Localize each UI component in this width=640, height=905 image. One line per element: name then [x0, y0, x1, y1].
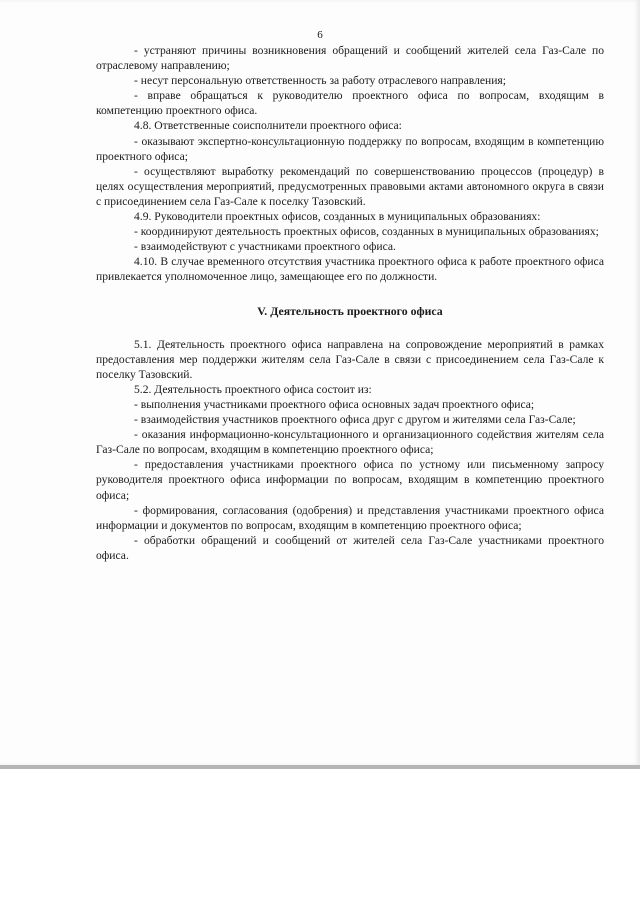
paragraph: - обработки обращений и сообщений от жителей села Газ-Сале участниками проектного офиса.: [96, 533, 604, 562]
page-number: 6: [317, 29, 323, 41]
paragraph: 4.8. Ответственные соисполнители проектного офиса:: [134, 119, 402, 133]
paragraph: 4.9. Руководители проектных офисов, созданных в муниципальных образованиях:: [134, 210, 541, 224]
paragraph: 5.2. Деятельность проектного офиса состоит из:: [134, 382, 372, 396]
scan-edge: [0, 765, 640, 769]
document-body: [96, 43, 604, 563]
paragraph: - взаимодействуют с участниками проектного офиса.: [134, 240, 396, 254]
paragraph: - взаимодействия участников проектного офиса друг с другом и жителями села Газ-Сале;: [134, 413, 576, 427]
section-heading: V. Деятельность проектного офиса: [257, 303, 443, 318]
paragraph: - выполнения участниками проектного офиса основных задач проектного офиса;: [134, 397, 535, 411]
paragraph: 4.10. В случае временного отсутствия участника проектного офиса к работе проектного офиса привлекается уполномоченное лицо, замещающее его по должности.: [96, 255, 604, 284]
paragraph: - координируют деятельность проектных офисов, созданных в муниципальных образованиях;: [134, 225, 599, 239]
paragraph: - вправе обращаться к руководителю проектного офиса по вопросам, входящим в компетенцию проектного офиса.: [96, 89, 604, 118]
paragraph: - оказания информационно-консультационного и организационного содействия жителям села Газ-Сале по вопросам, входящим в компетенцию проектного офиса;: [96, 428, 604, 457]
paragraph: - формирования, согласования (одобрения) и представления участниками проектного офиса информации и документов по вопросам, входящим в компетенцию проектного офиса;: [96, 503, 604, 532]
paragraph: - устраняют причины возникновения обращений и сообщений жителей села Газ-Сале по отраслевому направлению;: [96, 44, 604, 73]
paragraph: - предоставления участниками проектного офиса по устному или письменному запросу руководителя проектного офиса информации по вопросам, входящим в компетенцию проектного офиса;: [96, 458, 604, 502]
paragraph: - несут персональную ответственность за работу отраслевого направления;: [134, 74, 506, 88]
paragraph: - оказывают экспертно-консультационную поддержку по вопросам, входящим в компетенцию проектного офиса;: [96, 134, 604, 163]
paragraph: 5.1. Деятельность проектного офиса направлена на сопровождение мероприятий в рамках предоставления мер поддержки жителям села Газ-Сале в связи с присоединением села Газ-Сале к поселку Тазовский.: [96, 337, 604, 381]
paragraph: - осуществляют выработку рекомендаций по совершенствованию процессов (процедур) в целях осуществления мероприятий, предусмотренных правовыми актами автономного округа в связи с присоединением села Газ-Сале к поселку Тазовский.: [96, 164, 604, 208]
